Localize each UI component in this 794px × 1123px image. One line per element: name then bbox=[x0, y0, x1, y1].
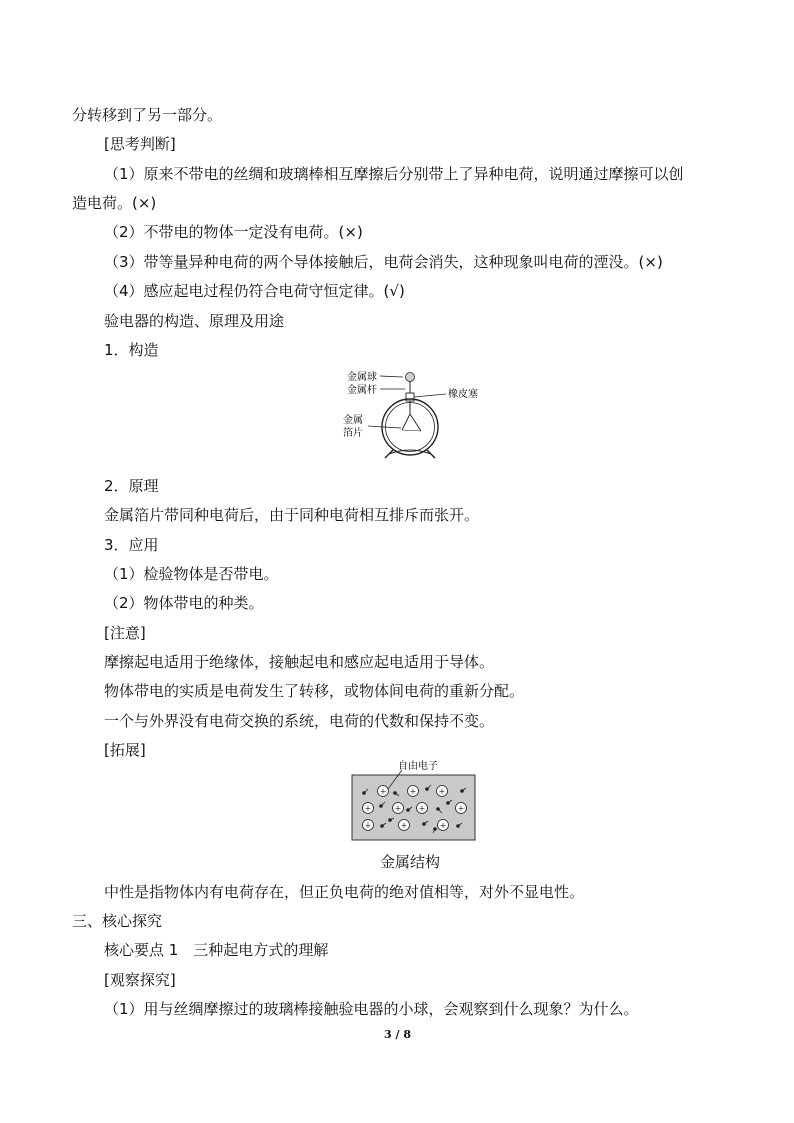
svg-text:+: + bbox=[418, 804, 426, 813]
label-ball: 金属球 bbox=[347, 372, 377, 383]
text-line: （4）感应起电过程仍符合电荷守恒定律。(√) bbox=[104, 282, 405, 300]
text-line: 物体带电的实质是电荷发生了转移，或物体间电荷的重新分配。 bbox=[104, 682, 525, 700]
subheading: 核心要点 1 三种起电方式的理解 bbox=[104, 941, 329, 959]
text-line: 造电荷。(×) bbox=[72, 194, 157, 212]
electroscope-diagram bbox=[335, 366, 495, 462]
section-label-thinking: [思考判断] bbox=[104, 135, 176, 153]
label-foil-line2: 箔片 bbox=[343, 428, 363, 439]
text-line: （1）原来不带电的丝绸和玻璃棒相互摩擦后分别带上了异种电荷，说明通过摩擦可以创 bbox=[104, 165, 684, 183]
text-line: （3）带等量异种电荷的两个导体接触后，电荷会消失，这种现象叫电荷的湮没。(×) bbox=[104, 253, 663, 271]
section-heading: 三、核心探究 bbox=[72, 912, 163, 930]
svg-text:+: + bbox=[400, 821, 408, 830]
section-label-observe: [观察探究] bbox=[104, 971, 176, 989]
subheading: 验电器的构造、原理及用途 bbox=[104, 312, 285, 330]
text-line: （1）用与丝绸摩擦过的玻璃棒接触验电器的小球，会观察到什么现象？为什么。 bbox=[104, 1000, 639, 1018]
text-line: 金属箔片带同种电荷后，由于同种电荷相互排斥而张开。 bbox=[104, 506, 480, 524]
section-label-note: [注意] bbox=[104, 624, 146, 642]
text-line: 分转移到了另一部分。 bbox=[72, 106, 223, 124]
text-line: 一个与外界没有电荷交换的系统，电荷的代数和保持不变。 bbox=[104, 712, 495, 730]
svg-text:+: + bbox=[364, 804, 372, 813]
label-foil-line1: 金属 bbox=[343, 415, 363, 426]
svg-text:+: + bbox=[379, 787, 387, 796]
text-line: （1）检验物体是否带电。 bbox=[104, 565, 279, 583]
text-line: 摩擦起电适用于绝缘体，接触起电和感应起电适用于导体。 bbox=[104, 653, 495, 671]
text-line: 中性是指物体内有电荷存在，但正负电荷的绝对值相等，对外不显电性。 bbox=[104, 883, 585, 901]
label-free-electron: 自由电子 bbox=[398, 761, 438, 772]
subheading: 2．原理 bbox=[104, 477, 159, 495]
subheading: 1．构造 bbox=[104, 341, 159, 359]
figure-caption: 金属结构 bbox=[380, 853, 441, 871]
svg-text:+: + bbox=[364, 821, 372, 830]
svg-text:+: + bbox=[457, 804, 465, 813]
subheading: 3．应用 bbox=[104, 536, 159, 554]
label-rod: 金属杆 bbox=[347, 385, 377, 396]
metal-structure-diagram bbox=[350, 758, 478, 842]
label-stopper: 橡皮塞 bbox=[448, 389, 478, 400]
svg-text:+: + bbox=[438, 787, 446, 796]
svg-text:+: + bbox=[439, 821, 447, 830]
text-line: （2）不带电的物体一定没有电荷。(×) bbox=[104, 223, 363, 241]
svg-text:+: + bbox=[394, 804, 402, 813]
text-line: （2）物体带电的种类。 bbox=[104, 594, 264, 612]
section-label-extension: [拓展] bbox=[104, 741, 146, 759]
page-number: 3 / 8 bbox=[384, 1028, 411, 1041]
svg-text:+: + bbox=[409, 787, 417, 796]
